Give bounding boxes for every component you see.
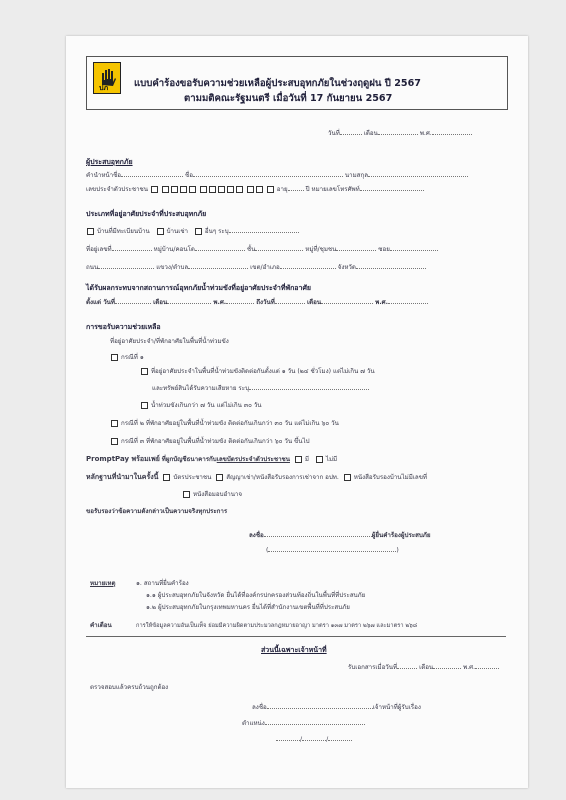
id-boxes[interactable] [150, 186, 277, 193]
note-1-2: ๑.๒ ผู้ประสบอุทกภัยในกรุงเทพมหานคร ยื่นได้ที่สำนักงานเขตพื้นที่ที่ประสบภัย [146, 604, 350, 611]
request-sub: ที่อยู่อาศัยประจำ/ที่พักอาศัยในพื้นที่น้ำท่วมขัง [110, 338, 229, 345]
soi-field[interactable] [390, 244, 438, 251]
opt-lease: สัญญาเช่า/หนังสือรับรองการเช่าจาก อปท. [226, 474, 339, 481]
officer-sign-row [252, 702, 421, 712]
officer-month-field[interactable] [302, 734, 326, 741]
name-field[interactable] [193, 170, 343, 177]
checkbox-promptpay-no[interactable] [316, 456, 323, 463]
prefix-label: คำนำหน้าชื่อ [86, 172, 122, 179]
officer-sign-label: ลงชื่อ [252, 704, 267, 711]
checkbox-case1[interactable] [111, 354, 118, 361]
case1a-label: ที่อยู่อาศัยประจำในพื้นที่น้ำท่วมขังติดต่อกันตั้งแต่ ๑ วัน (๒๔ ชั่วโมง) แต่ไม่เกิน ๗ วัน [150, 368, 375, 375]
checkbox-case3[interactable] [111, 438, 118, 445]
printed-name-field[interactable] [268, 545, 396, 552]
promptpay-row [86, 454, 337, 465]
road-label: ถนน [86, 264, 99, 271]
damage-field[interactable] [249, 383, 369, 390]
residence-type-row [86, 226, 299, 236]
case1-label: กรณีที่ ๑ [120, 354, 144, 361]
impact-date-row [86, 297, 428, 307]
to-month-field[interactable] [321, 297, 373, 304]
prefix-field[interactable] [121, 170, 183, 177]
checkbox-registered-house[interactable] [87, 228, 94, 235]
phone-label: ปี หมายเลขโทรศัพท์ [305, 186, 360, 193]
to-year-label: พ.ศ. [375, 299, 388, 306]
case1b-label: และทรัพย์สินได้รับความเสียหาย ระบุ [152, 385, 249, 392]
age-field[interactable] [288, 184, 304, 191]
village-label: หมู่ที่/ชุมชน [305, 246, 337, 253]
checkbox-case2[interactable] [111, 420, 118, 427]
road-field[interactable] [98, 262, 154, 269]
case1b-row [152, 383, 369, 393]
residence-heading: ประเภทที่อยู่อาศัยประจำที่ประสบอุทกภัย [86, 210, 207, 218]
received-year-field[interactable] [475, 662, 499, 669]
from-month-field[interactable] [167, 297, 211, 304]
evidence-row-2 [182, 489, 242, 499]
checkbox-case1c[interactable] [141, 402, 148, 409]
addr-no-label: ที่อยู่เลขที่ [86, 246, 112, 253]
officer-date-row [348, 662, 499, 672]
promptpay-text: ที่ผูกบัญชีธนาคารกับ [161, 456, 217, 463]
date-day-label: วันที่ [328, 130, 340, 137]
province-label: จังหวัด [337, 264, 356, 271]
opt-registered-house: บ้านที่มีทะเบียนบ้าน [96, 228, 150, 235]
officer-day-field[interactable] [276, 734, 300, 741]
opt-no-house-number: หนังสือรับรองบ้านไม่มีเลขที่ [353, 474, 428, 481]
case3-label: กรณีที่ ๓ ที่พักอาศัยอยู่ในพื้นที่น้ำท่วมขัง ติดต่อกันเกินกว่า ๖๐ วัน ขึ้นไป [120, 438, 310, 445]
warning-label: คำเตือน [90, 622, 112, 629]
received-year-label: พ.ศ. [463, 664, 476, 671]
case1c-label: น้ำท่วมขังเกินกว่า ๗ วัน แต่ไม่เกิน ๓๐ วัน [150, 402, 262, 409]
from-month-label: เดือน [153, 299, 168, 306]
officer-date-blank: / / [276, 734, 352, 743]
promptpay-yes: มี [304, 456, 309, 463]
request-heading: การขอรับความช่วยเหลือ [86, 323, 161, 331]
officer-year-field[interactable] [328, 734, 352, 741]
opt-rented-house: บ้านเช่า [166, 228, 188, 235]
position-label: ตำแหน่ง [242, 720, 265, 727]
checkbox-id-card[interactable] [163, 474, 170, 481]
promptpay-no: ไม่มี [325, 456, 338, 463]
date-year-label: พ.ศ. [419, 130, 432, 137]
checked-label: ตรวจสอบแล้วครบถ้วนถูกต้อง [90, 684, 169, 691]
floor-field[interactable] [255, 244, 303, 251]
to-day-label: ถึงวันที่ [256, 299, 275, 306]
note-1: ๑. สถานที่ยื่นคำร้อง [136, 580, 189, 587]
dpm-logo [93, 62, 121, 94]
from-day-field[interactable] [115, 297, 151, 304]
to-month-label: เดือน [306, 299, 322, 306]
date-month-field[interactable] [378, 128, 418, 135]
position-field[interactable] [265, 718, 365, 725]
signature-row [249, 530, 431, 540]
checkbox-other[interactable] [195, 228, 202, 235]
note-1-1: ๑.๑ ผู้ประสบอุทกภัยในจังหวัด ยื่นได้ที่องค์กรปกครองส่วนท้องถิ่นในพื้นที่ที่ประสบภัย [146, 592, 366, 599]
checkbox-lease[interactable] [216, 474, 223, 481]
officer-sign-field[interactable] [267, 702, 373, 709]
address-row-2 [86, 262, 426, 272]
officer-position-row [242, 718, 365, 728]
victim-id-row [86, 184, 424, 194]
subdistrict-label: แขวง/ตำบล [156, 264, 189, 271]
promptpay-id-text: เลขบัตรประจำตัวประชาชน [216, 456, 290, 463]
checkbox-rented-house[interactable] [157, 228, 164, 235]
surname-field[interactable] [368, 170, 468, 177]
evidence-label: หลักฐานที่นำมาในครั้งนี้ [86, 473, 159, 481]
district-label: เขต/อำเภอ [250, 264, 280, 271]
address-row-1 [86, 244, 438, 254]
to-year-field[interactable] [388, 297, 428, 304]
received-month-field[interactable] [433, 662, 461, 669]
evidence-row [86, 472, 427, 483]
victim-heading: ผู้ประสบอุทกภัย [86, 158, 133, 166]
certify-text: ขอรับรองว่าข้อความดังกล่าวเป็นความจริงทุกประการ [86, 508, 228, 515]
from-year-label: พ.ศ. [213, 299, 227, 306]
opt-id-card: บัตรประชาชน [173, 474, 212, 481]
province-field[interactable] [356, 262, 426, 269]
officer-divider [86, 636, 506, 637]
other-field[interactable] [229, 226, 299, 233]
checked-text [90, 682, 168, 692]
moo-field[interactable] [195, 244, 245, 251]
opt-power-of-attorney: หนังสือมอบอำนาจ [192, 491, 243, 498]
case1-row [110, 352, 144, 362]
subdistrict-field[interactable] [188, 262, 248, 269]
promptpay-label: PromptPay พร้อมเพย์ [86, 455, 160, 463]
impact-heading: ได้รับผลกระทบจากสถานการณ์อุทกภัยน้ำท่วมขังที่อยู่อาศัยประจำที่พักอาศัย [86, 284, 311, 292]
signature-field[interactable] [264, 530, 372, 537]
name-label: ชื่อ [185, 172, 193, 179]
notes-label: หมายเหตุ [90, 580, 116, 587]
age-label: อายุ [276, 186, 288, 193]
form-title: แบบคำร้องขอรับความช่วยเหลือผู้ประสบอุทกภัยในช่วงฤดูฝน ปี 2567 [134, 78, 421, 89]
received-day-field[interactable] [397, 662, 417, 669]
victim-name-row [86, 170, 468, 180]
date-line [328, 128, 472, 138]
opt-other: อื่นๆ ระบุ [204, 228, 229, 235]
date-day-field[interactable] [340, 128, 362, 135]
case2-row [110, 418, 339, 428]
case3-row [110, 436, 310, 446]
sign-label: ลงชื่อ [249, 532, 264, 539]
addr-no-field[interactable] [112, 244, 152, 251]
to-day-field[interactable] [275, 297, 305, 304]
floor-label: ชั้น [246, 246, 256, 253]
from-year-field[interactable] [226, 297, 254, 304]
form-paper [66, 36, 528, 788]
applicant-role: ผู้ยื่นคำร้องผู้ประสบภัย [371, 532, 431, 539]
checkbox-promptpay-yes[interactable] [295, 456, 302, 463]
checkbox-power-of-attorney[interactable] [183, 491, 190, 498]
officer-heading: ส่วนนี้เฉพาะเจ้าหน้าที่ [261, 646, 327, 654]
form-subtitle: ตามมติคณะรัฐมนตรี เมื่อวันที่ 17 กันยายน 2567 [184, 93, 393, 104]
surname-label: นามสกุล [344, 172, 368, 179]
phone-field[interactable] [360, 184, 424, 191]
village-field[interactable] [336, 244, 376, 251]
case2-label: กรณีที่ ๒ ที่พักอาศัยอยู่ในพื้นที่น้ำท่วมขัง ติดต่อกันเกินกว่า ๓๐ วัน แต่ไม่เกิน ๖๐ วัน [120, 420, 339, 427]
from-day-label: ตั้งแต่ วันที่ [86, 299, 115, 306]
soi-label: ซอย [378, 246, 390, 253]
case1a-row [140, 366, 375, 376]
printed-name-row: ( ) [266, 547, 399, 554]
received-label: รับเอกสารเมื่อวันที่ [348, 664, 398, 671]
date-year-field[interactable] [432, 128, 472, 135]
case1c-row [140, 400, 262, 410]
officer-role: เจ้าหน้าที่ผู้รับเรื่อง [372, 704, 421, 711]
logo-text: ปภ [99, 84, 109, 92]
warning-text: การให้ข้อมูลความอันเป็นเท็จ ย่อมมีความผิดตามประมวลกฎหมายอาญา มาตรา ๑๓๗ มาตรา ๒๖๗ และมาตรา ๒๖๘ [136, 623, 418, 629]
checkbox-no-house-number[interactable] [344, 474, 351, 481]
moo-label: หมู่บ้าน/คอนโด [153, 246, 195, 253]
checkbox-case1a[interactable] [141, 368, 148, 375]
received-month-label: เดือน [419, 664, 434, 671]
date-month-label: เดือน [363, 130, 378, 137]
id-label: เลขประจำตัวประชาชน [86, 186, 148, 193]
district-field[interactable] [280, 262, 336, 269]
